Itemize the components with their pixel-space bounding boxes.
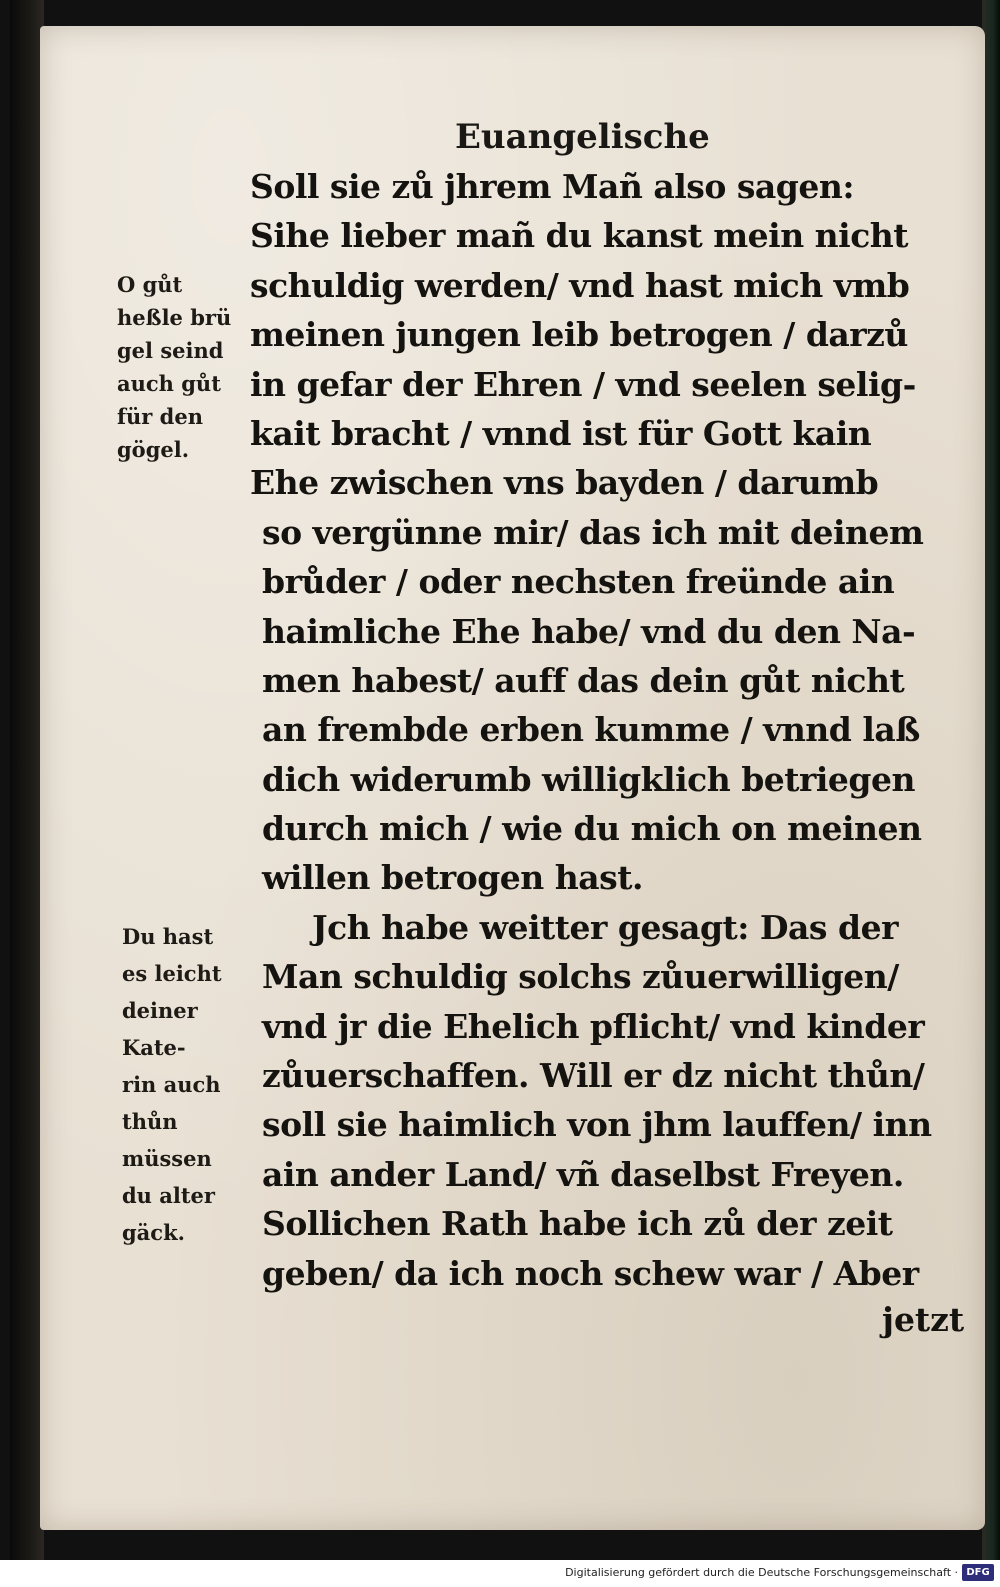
running-header: Euangelische [455, 117, 710, 157]
gloss-line: heßle brü [117, 305, 232, 330]
text-line: schuldig werden/ vnd hast mich vmb [250, 265, 910, 305]
gloss-line: du alter [122, 1183, 215, 1208]
funding-credit: Digitalisierung gefördert durch die Deutsche Forschungsgemeinschaft · [565, 1566, 958, 1579]
text-line: durch mich / wie du mich on meinen [262, 809, 922, 849]
text-line: so vergünne mir/ das ich mit deinem [262, 512, 924, 552]
text-line: men habest/ auff das dein gůt nicht [262, 660, 905, 700]
gloss-line: gäck. [122, 1220, 185, 1245]
marginal-gloss-1 [117, 268, 231, 466]
gloss-line: thůn [122, 1109, 178, 1134]
text-line: Soll sie zů jhrem Mañ also sagen: [250, 167, 855, 206]
gloss-line: gel seind [117, 338, 224, 363]
dfg-logo: DFG [962, 1564, 994, 1581]
text-line: dich widerumb willigklich betriegen [262, 759, 915, 799]
gloss-line: rin auch [122, 1072, 221, 1097]
text-line: ain ander Land/ vñ daselbst Freyen. [262, 1154, 904, 1194]
text-line: Jch habe weitter gesagt: Das der [312, 907, 898, 947]
text-line: haimliche Ehe habe/ vnd du den Na- [262, 611, 916, 651]
gloss-line: gögel. [117, 437, 190, 462]
text-line: kait bracht / vnnd ist für Gott kain [250, 413, 872, 453]
marginal-gloss-2 [122, 918, 222, 1251]
text-line: Sihe lieber mañ du kanst mein nicht [250, 216, 909, 256]
text-line: vnd jr die Ehelich pflicht/ vnd kinder [262, 1006, 925, 1046]
text-line: an frembde erben kumme / vnnd laß [262, 710, 920, 750]
text-line: brůder / oder nechsten freünde ain [262, 562, 895, 602]
catchword: jetzt [882, 1300, 965, 1339]
text-line: soll sie haimlich von jhm lauffen/ inn [262, 1105, 932, 1145]
gloss-line: deiner [122, 998, 198, 1023]
gloss-line: Du hast [122, 924, 214, 949]
text-line: in gefar der Ehren / vnd seelen selig- [250, 364, 916, 404]
gloss-line: müssen [122, 1146, 212, 1171]
book-spine-edge [10, 0, 44, 1560]
gloss-line: Kate- [122, 1035, 186, 1060]
gloss-line: O gůt [117, 272, 183, 297]
text-line: Man schuldig solchs zůuerwilligen/ [262, 957, 899, 997]
gloss-line: auch gůt [117, 371, 221, 396]
gloss-line: es leicht [122, 961, 222, 986]
gloss-line: für den [117, 404, 203, 429]
text-line: geben/ da ich noch schew war / Aber [262, 1253, 919, 1293]
text-line: Ehe zwischen vns bayden / darumb [250, 463, 879, 503]
text-line: zůuerschaffen. Will er dz nicht thůn/ [262, 1056, 925, 1096]
text-line: willen betrogen hast. [262, 858, 643, 898]
main-text-block [250, 162, 962, 1298]
text-line: meinen jungen leib betrogen / darzů [250, 315, 908, 355]
text-line: Sollichen Rath habe ich zů der zeit [262, 1204, 893, 1244]
